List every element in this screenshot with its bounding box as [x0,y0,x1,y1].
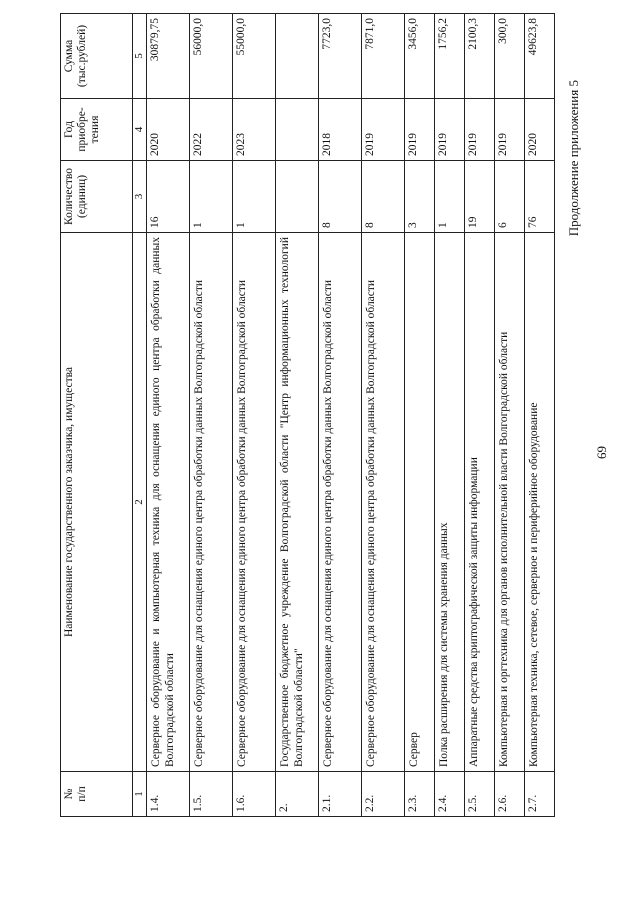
header-qty: Количество (единиц) [61,161,133,233]
row-name: Серверное оборудование для оснащения единого центра обработки данных Волгоградской области [190,233,233,772]
row-sum: 2100,3 [465,14,495,99]
row-year: 2018 [319,99,362,161]
row-qty: 1 [190,161,233,233]
page-number: 69 [594,446,609,459]
header-year: Год приобре- тения [61,99,133,161]
header-sum: Сумма (тыс.рублей) [61,14,133,99]
row-qty: 1 [233,161,276,233]
row-year [276,99,319,161]
property-table [60,13,555,817]
row-name: Серверное оборудование для оснащения единого центра обработки данных Волгоградской области [233,233,276,772]
row-sum: 1756,2 [435,14,465,99]
row-sum: 49623,8 [525,14,555,99]
row-qty [276,161,319,233]
col-number: 4 [133,99,147,161]
table-row [233,14,276,817]
header-name: Наименование государственного заказчика, имущества [61,233,133,772]
row-year: 2019 [465,99,495,161]
row-number: 2.7. [525,772,555,817]
col-number: 3 [133,161,147,233]
row-number: 2.6. [495,772,525,817]
row-number: 2.1. [319,772,362,817]
column-number-row [133,14,147,817]
row-qty: 16 [147,161,190,233]
row-number: 2.3. [405,772,435,817]
col-number: 1 [133,772,147,817]
row-qty: 8 [319,161,362,233]
row-name: Аппаратные средства криптографической защиты информации [465,233,495,772]
header-num: № п/п [61,772,133,817]
col-number: 2 [133,233,147,772]
row-sum: 30879,75 [147,14,190,99]
row-sum: 7723,0 [319,14,362,99]
row-qty: 6 [495,161,525,233]
row-sum [276,14,319,99]
row-name: Серверное оборудование для оснащения единого центра обработки данных Волгоградской области [362,233,405,772]
table-row [435,14,465,817]
row-number: 1.5. [190,772,233,817]
row-qty: 1 [435,161,465,233]
row-qty: 19 [465,161,495,233]
row-year: 2023 [233,99,276,161]
row-number: 2.4. [435,772,465,817]
row-name: Компьютерная техника, сетевое, серверное и периферийное оборудование [525,233,555,772]
table-row [405,14,435,817]
row-name: Сервер [405,233,435,772]
table-header-row [61,14,133,817]
row-name: Компьютерная и оргтехника для органов исполнительной власти Волгоградской области [495,233,525,772]
row-year: 2019 [362,99,405,161]
row-year: 2020 [147,99,190,161]
table-row [147,14,190,817]
row-sum: 7871,0 [362,14,405,99]
row-qty: 3 [405,161,435,233]
row-name: Государственное бюджетное учреждение Волгоградской области "Центр информационных технологий Волгоградской области" [276,233,319,772]
row-name: Серверное оборудование и компьютерная техника для оснащения единого центра обработки данных Волгоградской области [147,233,190,772]
row-name: Полка расширения для системы хранения данных [435,233,465,772]
table-row [190,14,233,817]
continuation-label: Продолжение приложения 5 [566,80,581,237]
row-year: 2019 [495,99,525,161]
row-year: 2022 [190,99,233,161]
col-number: 5 [133,14,147,99]
table-row [319,14,362,817]
row-number: 2.5. [465,772,495,817]
row-year: 2020 [525,99,555,161]
row-year: 2019 [405,99,435,161]
row-sum: 56000,0 [190,14,233,99]
row-qty: 76 [525,161,555,233]
row-number: 1.6. [233,772,276,817]
row-year: 2019 [435,99,465,161]
row-sum: 55000,0 [233,14,276,99]
table-row [276,14,319,817]
row-name: Серверное оборудование для оснащения единого центра обработки данных Волгоградской области [319,233,362,772]
row-sum: 3456,0 [405,14,435,99]
row-number: 2.2. [362,772,405,817]
row-qty: 8 [362,161,405,233]
row-number: 1.4. [147,772,190,817]
row-sum: 300,0 [495,14,525,99]
row-number: 2. [276,772,319,817]
table-row [465,14,495,817]
table-row [525,14,555,817]
table-row [362,14,405,817]
table-row [495,14,525,817]
